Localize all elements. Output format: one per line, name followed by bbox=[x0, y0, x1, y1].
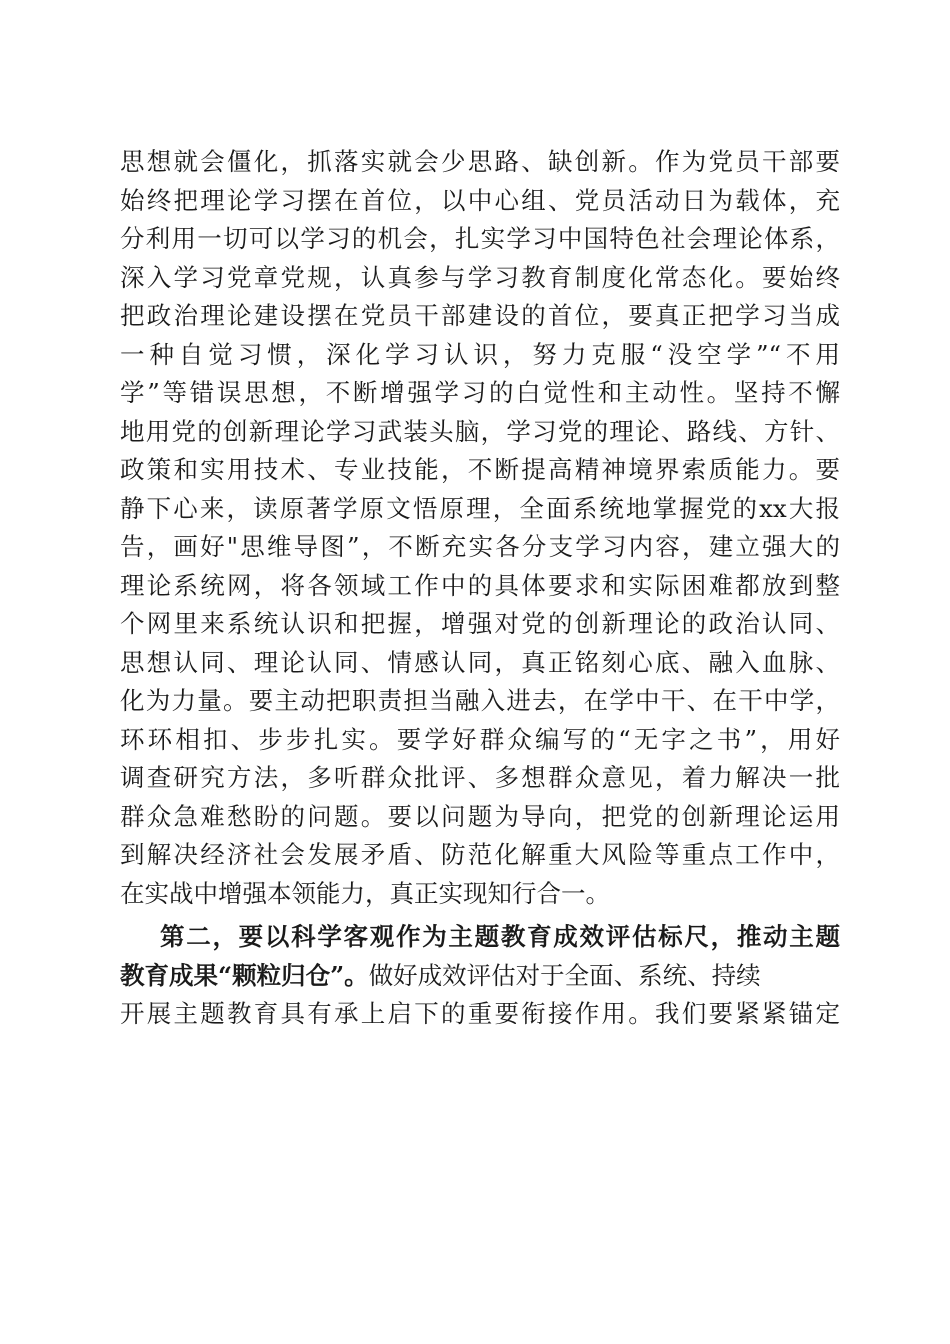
text-line: 理论系统网，将各领域工作中的具体要求和实际困难都放到整 bbox=[120, 570, 840, 600]
paragraph-heading-line: 第二，要以科学客观作为主题教育成效评估标尺，推动主题 bbox=[160, 922, 840, 951]
text-line: 一种自觉习惯，深化学习认识，努力克服“没空学”“不用 bbox=[120, 339, 840, 369]
text-line: 思想就会僵化，抓落实就会少思路、缺创新。作为党员干部要 bbox=[120, 147, 840, 176]
text-line: 环环相扣、步步扎实。要学好群众编写的“无字之书”，用好 bbox=[120, 724, 840, 754]
text-line: 政策和实用技术、专业技能，不断提高精神境界索质能力。要 bbox=[120, 455, 840, 484]
text-line: 思想认同、理论认同、情感认同，真正铭刻心底、融入血脉、 bbox=[120, 647, 840, 677]
text-line: 告，画好"思维导图”，不断充实各分支学习内容，建立强大的 bbox=[120, 532, 840, 561]
text-line: 静下心来，读原著学原文悟原理，全面系统地掌握党的xx大报 bbox=[120, 493, 840, 523]
paragraph-heading-tail: 教育成果“颗粒归仓”。 bbox=[120, 960, 369, 990]
text-line: 开展主题教育具有承上启下的重要衔接作用。我们要紧紧锚定 bbox=[120, 999, 840, 1028]
text-line: 把政治理论建设摆在党员干部建设的首位，要真正把学习当成 bbox=[120, 301, 840, 330]
text-line: 学”等错误思想，不断增强学习的白觉性和主动性。坚持不懈 bbox=[120, 378, 840, 407]
paragraph-2 bbox=[120, 918, 840, 1034]
paragraph-1 bbox=[120, 143, 840, 913]
text-line: 地用党的创新理论学习武装头脑，学习党的理论、路线、方针、 bbox=[120, 416, 840, 446]
text-line: 化为力量。要主动把职责担当融入进去，在学中干、在干中学， bbox=[120, 686, 840, 715]
text-line: 始终把理论学习摆在首位，以中心组、党员活动日为载体，充 bbox=[120, 185, 840, 215]
paragraph-body-start: 做好成效评估对于全面、系统、持续 bbox=[368, 960, 761, 990]
text-line: 群众急难愁盼的问题。要以问题为导向，把党的创新理论运用 bbox=[120, 801, 840, 831]
text-line: 个网里来系统认识和把握，增强对党的创新理论的政治认同、 bbox=[120, 609, 840, 638]
text-line: 在实战中增强本领能力，真正实现知行合一。 bbox=[120, 878, 610, 908]
text-line: 到解决经济社会发展矛盾、防范化解重大风险等重点工作中， bbox=[120, 840, 840, 869]
text-line: 深入学习党章党规，认真参与学习教育制度化常态化。要始终 bbox=[120, 262, 840, 292]
text-line bbox=[120, 957, 840, 996]
document-body bbox=[120, 143, 840, 1034]
text-line: 分利用一切可以学习的机会，扎实学习中国特色社会理论体系， bbox=[120, 224, 840, 253]
text-line: 调查研究方法，多听群众批评、多想群众意见，着力解决一批 bbox=[120, 763, 840, 792]
